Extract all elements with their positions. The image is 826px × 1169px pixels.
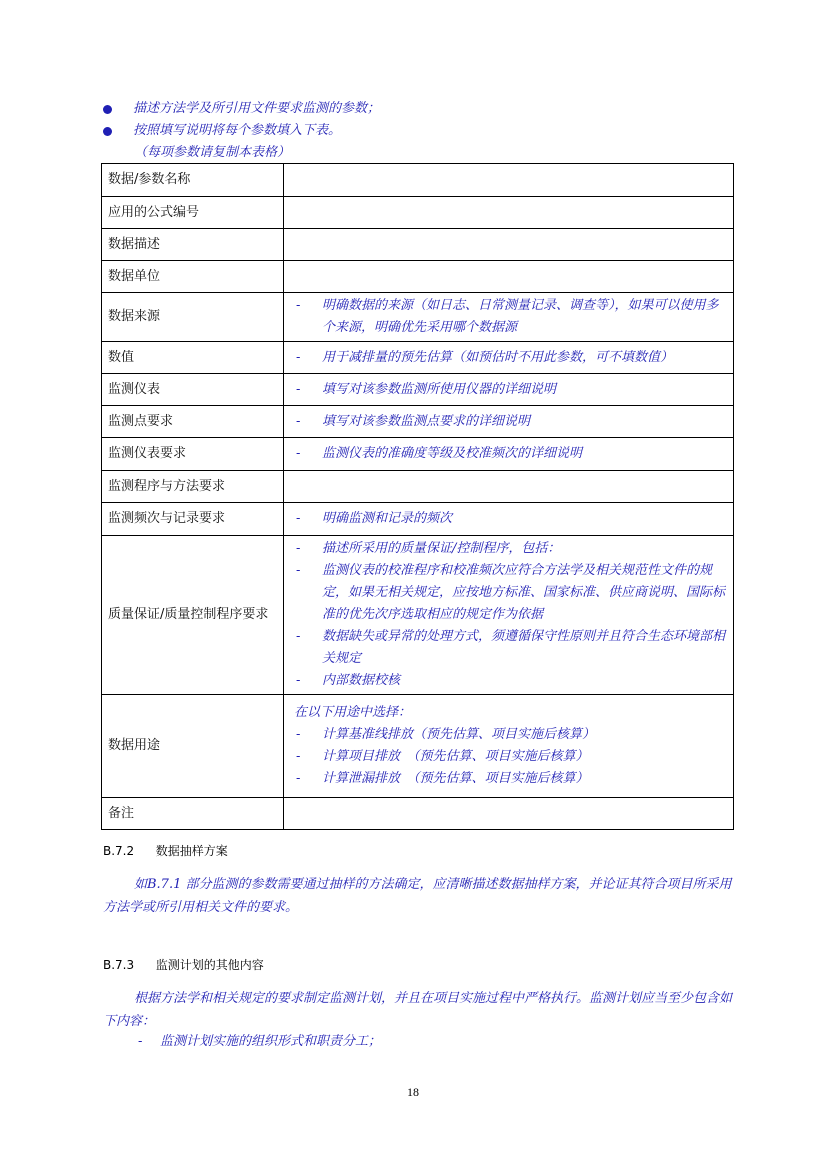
param-value-text: 计算基准线排放（预先估算、项目实施后核算） (322, 727, 596, 742)
b73-list-item-text: 监测计划实施的组织形式和职责分工； (160, 1034, 382, 1049)
param-value-item (294, 670, 727, 692)
dash-marker: - (296, 727, 301, 742)
table-row (102, 536, 734, 695)
param-label: 监测仪表要求 (102, 438, 284, 471)
param-label: 应用的公式编号 (102, 197, 284, 229)
param-value-item (294, 746, 727, 768)
bullet-item (103, 98, 380, 120)
param-value-item (294, 411, 727, 433)
param-value (284, 536, 734, 695)
param-value-text: 内部数据校核 (322, 673, 401, 688)
param-value (284, 503, 734, 536)
param-value (284, 164, 734, 197)
param-value-text: 监测仪表的校准程序和校准频次应符合方法学及相关规范性文件的规定，如果无相关规定，应按地方标准、国家标准、供应商说明、国际标准的优先次序选取相应的规定作为依据 (322, 563, 726, 622)
param-value-item (294, 508, 727, 530)
param-value-item (294, 443, 727, 465)
dash-marker: - (296, 298, 301, 313)
table-row (102, 406, 734, 438)
bullet-text: 按照填写说明将每个参数填入下表。 (133, 123, 342, 138)
param-value-intro: 在以下用途中选择： (294, 705, 412, 720)
section-number: B.7.3 (103, 958, 135, 972)
param-value-item (294, 560, 727, 626)
dash-marker: - (296, 541, 301, 556)
bullet-dot-icon (103, 127, 112, 136)
table-row (102, 164, 734, 197)
param-label: 数据/参数名称 (102, 164, 284, 197)
param-value-text: 填写对该参数监测所使用仪器的详细说明 (322, 381, 557, 397)
param-label: 数据描述 (102, 229, 284, 261)
param-value (284, 471, 734, 503)
table-row (102, 261, 734, 293)
param-value-text: 数据缺失或异常的处理方式，须遵循保守性原则并且符合生态环境部相关规定 (322, 629, 726, 666)
bullet-item (103, 120, 380, 142)
param-value-item (294, 379, 727, 401)
param-label: 监测点要求 (102, 406, 284, 438)
param-value-item (294, 347, 727, 369)
section-title: 数据抽样方案 (155, 844, 228, 858)
param-label: 数据用途 (102, 695, 284, 798)
param-value (284, 798, 734, 830)
param-label: 数据单位 (102, 261, 284, 293)
param-value-text: 明确监测和记录的频次 (322, 511, 453, 526)
table-row (102, 229, 734, 261)
bullet-text: 描述方法学及所引用文件要求监测的参数； (133, 101, 381, 116)
dash-marker: - (296, 563, 301, 578)
param-label: 数据来源 (102, 293, 284, 342)
instruction-bullets (103, 98, 380, 164)
table-row (102, 798, 734, 830)
param-value-text: 填写对该参数监测点要求的详细说明 (322, 413, 531, 429)
param-value (284, 342, 734, 374)
section-heading-b72 (103, 842, 228, 859)
b72-paragraph: 如B.7.1 部分监测的参数需要通过抽样的方法确定，应清晰描述数据抽样方案，并论证其符合项目所采用方法学或所引用相关文件的要求。 (103, 877, 732, 915)
dash-marker: - (296, 771, 301, 786)
param-value-text: 描述所采用的质量保证/控制程序，包括： (322, 541, 561, 556)
table-row (102, 503, 734, 536)
param-value-item (294, 626, 727, 670)
param-value-item (294, 768, 727, 790)
b73-list-item: - 监测计划实施的组织形式和职责分工； (138, 1034, 382, 1049)
dash-marker: - (296, 629, 301, 644)
param-value-text: 用于减排量的预先估算（如预估时不用此参数，可不填数值） (322, 349, 674, 365)
param-value (284, 438, 734, 471)
dash-marker: - (296, 673, 301, 688)
param-value (284, 293, 734, 342)
dash-marker: - (296, 511, 301, 526)
param-value-text: 计算项目排放 （预先估算、项目实施后核算） (322, 749, 589, 764)
table-row (102, 293, 734, 342)
param-value-item (294, 538, 727, 560)
param-value (284, 197, 734, 229)
param-value (284, 229, 734, 261)
dash-marker: - (296, 381, 301, 397)
table-row (102, 374, 734, 406)
bullet-dot-icon (103, 105, 112, 114)
table-row (102, 438, 734, 471)
table-row (102, 695, 734, 798)
dash-marker: - (296, 446, 301, 461)
param-label: 监测频次与记录要求 (102, 503, 284, 536)
table-row (102, 197, 734, 229)
param-value (284, 695, 734, 798)
page-number: 18 (407, 1085, 419, 1099)
param-value-text: 明确数据的来源（如日志、日常测量记录、调查等），如果可以使用多个来源，明确优先采用哪个数据源 (322, 298, 719, 335)
param-value-text: 计算泄漏排放 （预先估算、项目实施后核算） (322, 771, 589, 786)
param-value (284, 261, 734, 293)
parameter-table (101, 163, 734, 830)
param-value-item (294, 724, 727, 746)
table-row (102, 342, 734, 374)
table-note: （每项参数请复制本表格） (134, 145, 291, 160)
table-row (102, 471, 734, 503)
b73-paragraph: 根据方法学和相关规定的要求制定监测计划，并且在项目实施过程中严格执行。监测计划应当至少包含如下内容： (103, 991, 733, 1029)
param-label: 监测仪表 (102, 374, 284, 406)
section-title: 监测计划的其他内容 (155, 958, 264, 972)
param-value (284, 406, 734, 438)
param-value (284, 374, 734, 406)
param-label: 监测程序与方法要求 (102, 471, 284, 503)
param-label: 备注 (102, 798, 284, 830)
dash-marker: - (296, 413, 301, 429)
dash-marker: - (296, 749, 301, 764)
param-label: 数值 (102, 342, 284, 374)
section-heading-b73 (103, 956, 264, 973)
section-number: B.7.2 (103, 844, 135, 858)
param-value-item (294, 295, 727, 339)
dash-marker: - (296, 349, 301, 365)
param-label: 质量保证/质量控制程序要求 (102, 536, 284, 695)
param-value-text: 监测仪表的准确度等级及校准频次的详细说明 (322, 446, 583, 461)
